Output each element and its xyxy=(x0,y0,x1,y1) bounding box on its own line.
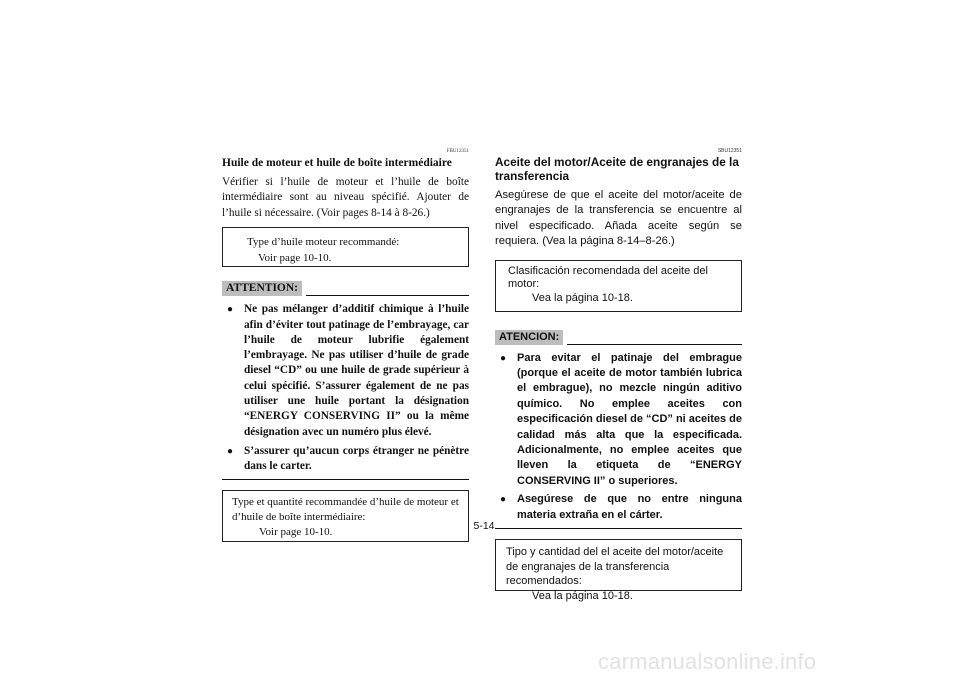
list-item xyxy=(222,444,469,475)
warning-list xyxy=(222,302,469,474)
list-item xyxy=(495,351,742,490)
warning-end-rule xyxy=(495,528,742,529)
french-column xyxy=(222,148,469,542)
recommended-oil-box xyxy=(495,260,742,312)
bullet-icon: ● xyxy=(500,352,507,364)
bullet-text: Para evitar el patinaje del embrague (porque el aceite de motor también lubrica el embrague), no mezcle ningún aditivo químico. No emplee aceites con especificación diesel de “CD” ni aceites de calidad más alta que la especificada. Adicionalmente, no emplee aceites que lleven la etiqueta de “ENERGY CONSERVING II” o superiores. xyxy=(517,351,742,487)
body-text: Asegúrese de que el aceite del motor/aceite de engranajes de la transferencia se encuentre al nivel especificado. Añada aceite según se requiera. (Vea la página 8-14–8-26.) xyxy=(495,189,742,248)
section-heading: Huile de moteur et huile de boîte intermédiaire xyxy=(222,157,452,169)
section-heading: Aceite del motor/Aceite de engranajes de la transferencia xyxy=(495,155,739,183)
ref-code: FBU12351 xyxy=(446,149,469,154)
box-reference: Vea la página 10-18. xyxy=(532,291,633,304)
bullet-icon: ● xyxy=(227,304,234,316)
list-item xyxy=(495,492,742,523)
warning-label: ATENCION: xyxy=(495,330,563,345)
warning-header xyxy=(495,330,742,345)
box-label: Clasificación recomendada del aceite del motor: xyxy=(508,264,708,291)
body-text: Vérifier si l’huile de moteur et l’huile de boîte intermédiaire sont au niveau spécifié. Ajouter de l’huile si nécessaire. (Voir pages 8-14 à 8-26.) xyxy=(222,176,469,219)
list-item xyxy=(222,302,469,440)
warning-label: ATTENTION: xyxy=(222,281,302,296)
recommended-oil-box xyxy=(222,227,469,267)
spanish-column xyxy=(495,148,742,602)
warning-end-rule xyxy=(222,479,469,480)
page-number: 5-14 xyxy=(473,520,495,532)
box-label: Type et quantité recommandée d’huile de moteur et d’huile de boîte intermédiaire: xyxy=(232,496,459,524)
warning-rule xyxy=(306,295,469,296)
bullet-icon: ● xyxy=(500,494,507,506)
box-reference: Voir page 10-10. xyxy=(258,252,332,265)
bullet-text: Asegúrese de que no entre ninguna materia extraña en el cárter. xyxy=(517,493,742,521)
box-label: Tipo y cantidad del el aceite del motor/aceite de engranajes de la transferencia recomendados: xyxy=(506,546,724,588)
ref-code: SBU12351 xyxy=(717,148,742,154)
watermark: carmanualsonline.info xyxy=(598,649,817,674)
warning-header xyxy=(222,281,469,296)
bullet-text: Ne pas mélanger d’additif chimique à l’huile afin d’éviter tout patinage de l’embrayage, car l’huile de moteur lubrifie également l’embrayage. Ne pas utiliser d’huile de grade diesel “CD” ou une huile de grade supérieur à celui spécifié. S’assurer également de ne pas utiliser une huile portant la désignation “ENERGY CONSERVING II” ou la même désignation avec un numéro plus élevé. xyxy=(244,303,469,438)
warning-rule xyxy=(567,344,742,345)
warning-list xyxy=(495,351,742,523)
oil-quantity-box xyxy=(222,490,469,542)
oil-quantity-box xyxy=(495,539,742,602)
box-reference: Vea la página 10-18. xyxy=(532,589,633,602)
box-reference: Voir page 10-10. xyxy=(259,526,333,539)
bullet-icon: ● xyxy=(227,445,234,457)
bullet-text: S’assurer qu’aucun corps étranger ne pénètre dans le carter. xyxy=(244,444,469,473)
box-label: Type d’huile moteur recommandé: xyxy=(247,236,400,249)
